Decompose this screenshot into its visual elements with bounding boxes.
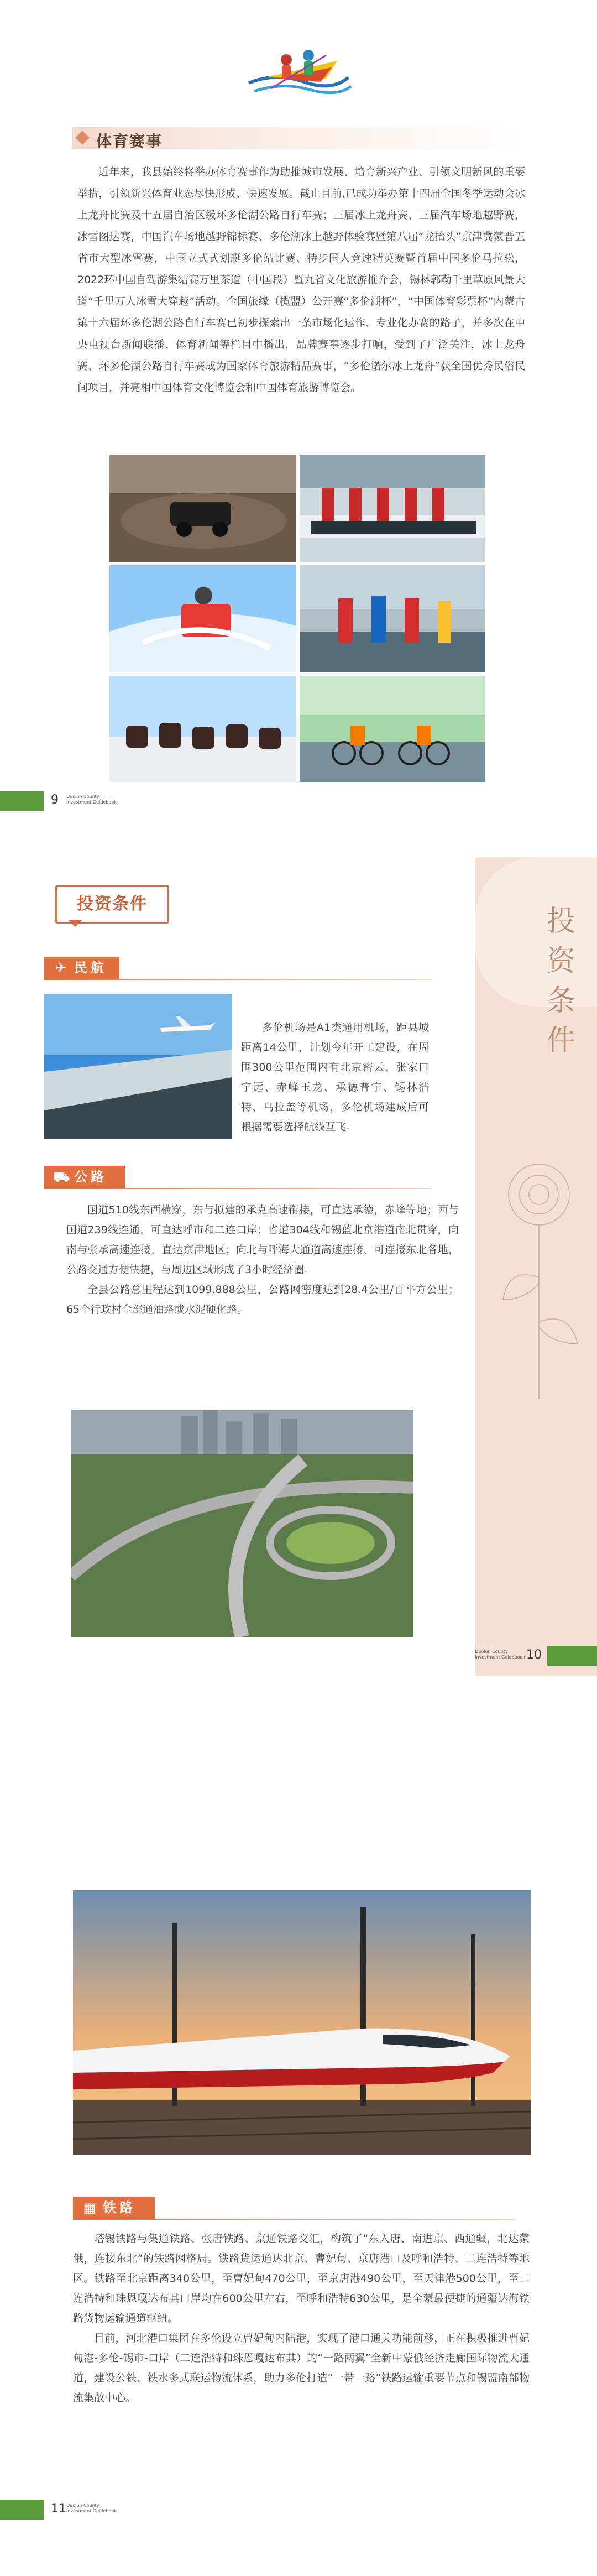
sports-logo [243, 39, 354, 105]
dragon-boat-photo [300, 455, 485, 562]
tag-aviation: ✈ 民航 [44, 957, 119, 979]
section-title: 体育赛事 [96, 132, 163, 150]
rally-car-photo [109, 455, 296, 562]
cycling-photo [300, 676, 485, 782]
footer-subtitle: Duolun County Investment Guidebook [475, 1649, 525, 1660]
tag-railway: ▦ 铁路 [73, 2197, 155, 2219]
marathon-photo [300, 565, 485, 672]
tag-highway: ⛟ 公路 [44, 1166, 125, 1188]
badge-investment-conditions [55, 885, 171, 926]
page-number: 9 [51, 793, 59, 807]
airplane-icon: ✈ [55, 960, 67, 976]
page-footer-right [464, 1646, 597, 1666]
footer-subtitle: Duolun County Investment Guidebook [66, 794, 117, 805]
aviation-text: 多伦机场是A1类通用机场，距县城距离14公里，计划今年开工建设，在周围300公里范围内有北京密云、张家口宁远、赤峰玉龙、承德普宁、锡林浩特、乌拉盖等机场，多伦机场建成后可根据需要选择航线互飞。 [241, 1021, 429, 1133]
side-title: 投资条件 [546, 905, 575, 1057]
page-9 [0, 0, 597, 818]
airport-photo [44, 994, 232, 1139]
highway-text: 国道510线东西横穿，东与拟建的承克高速衔接，可直达承德，赤峰等地；西与国道239线连通，可直达呼市和二连口岸；省道304线和锡蓝北京港道南北贯穿，向南与张承高速连接，直达京津地区；向北与呼海大通道高速连接，可连接东北各地，公路交通方便快捷，与周边区域形成了3小时经济圈。 全县公路总里程达到1099.888公里，公路网密度达到28.4公里/百平方公里；65个行政村全部通油路或水泥硬化路。 [66, 1204, 459, 1316]
page-footer-left [0, 791, 122, 811]
badge-label: 投资条件 [77, 894, 148, 914]
footer-subtitle: Duolun County Investment Guidebook [66, 2503, 117, 2514]
section-heading-sports [72, 123, 525, 154]
page-number: 11 [51, 2502, 66, 2516]
rose-sketch [486, 1134, 591, 1421]
page-10 [0, 818, 597, 1714]
sports-paragraph: 近年来，我县始终将举办体育赛事作为助推城市发展、培育新兴产业、引领文明新风的重要举措，引领新兴体育业态尽快形成、快速发展。截止目前,已成功举办第十四届全国冬季运动会冰上龙舟比赛及十五届自治区级环多伦湖公路自行车赛；三届冰上龙舟赛、三届汽车场地越野赛，冰雪图达赛，中国汽车场地越野锦标赛、多伦湖冰上越野体验赛暨第八届“龙抬头”京津冀蒙晋五省市大型冰雪赛，中国立式式划艇多伦站比赛、特步国人竞速精英赛暨首届中国多伦马拉松，2022环中国自驾游集结赛万里茶道（中国段）暨九省文化旅游推介会，锡林郭勒千里草原风景大道“千里万人冰雪大穿越”活动。全国旅缘（揽盟）公开赛“多伦湖杯”，“中国体育彩票杯”内蒙古第十六届环多伦湖公路自行车赛已初步探索出一条市场化运作、专业化办赛的路子，并多次在中央电视台新闻联播、体育新闻等栏目中播出，品牌赛事逐步打响，受到了广泛关注，冰上龙舟赛、环多伦湖公路自行车赛成为国家体育旅游精品赛事，“多伦诺尔冰上龙舟”获全国优秀民俗民间项目，并亮相中国体育文化博览会和中国体育旅游博览会。 [77, 166, 525, 394]
railway-text: 塔锡铁路与集通铁路、张唐铁路、京通铁路交汇，构筑了“东入唐、南进京、西通疆，北达蒙俄，连接东北”的铁路网格局。铁路货运通达北京、曹妃甸、京唐港口及呼和浩特、二连浩特等地区。铁路至北京距离340公里，至曹妃甸470公里，至京唐港490公里，至天津港500公里，至二连浩特和珠恩嘎达布其口岸均在600公里左右，至呼和浩特630公里，是全蒙最便捷的通疆达海铁路货物运输通道枢纽。 目前，河北港口集团在多伦设立曹妃甸内陆港，实现了港口通关功能前移，正在积极推进曹妃甸港-多伦-锡市-口岸（二连浩特和珠恩嘎达布其）的“一路两翼”全新中蒙俄经济走廊国际物流大通道，建设公铁、铁水多式联运物流体系，助力多伦打造“一带一路”铁路运输重要节点和锡盟南部物流集散中心。 [73, 2233, 530, 2404]
horse-race-photo [109, 676, 296, 782]
train-icon: ▦ [83, 2200, 96, 2215]
page-11 [0, 1714, 597, 2576]
snowmobile-photo [109, 565, 296, 672]
high-speed-train-photo [73, 1890, 531, 2155]
page-footer-left [0, 2500, 122, 2520]
page-number: 10 [526, 1648, 542, 1662]
car-icon: ⛟ [53, 1169, 70, 1185]
highway-interchange-photo [71, 1410, 413, 1637]
